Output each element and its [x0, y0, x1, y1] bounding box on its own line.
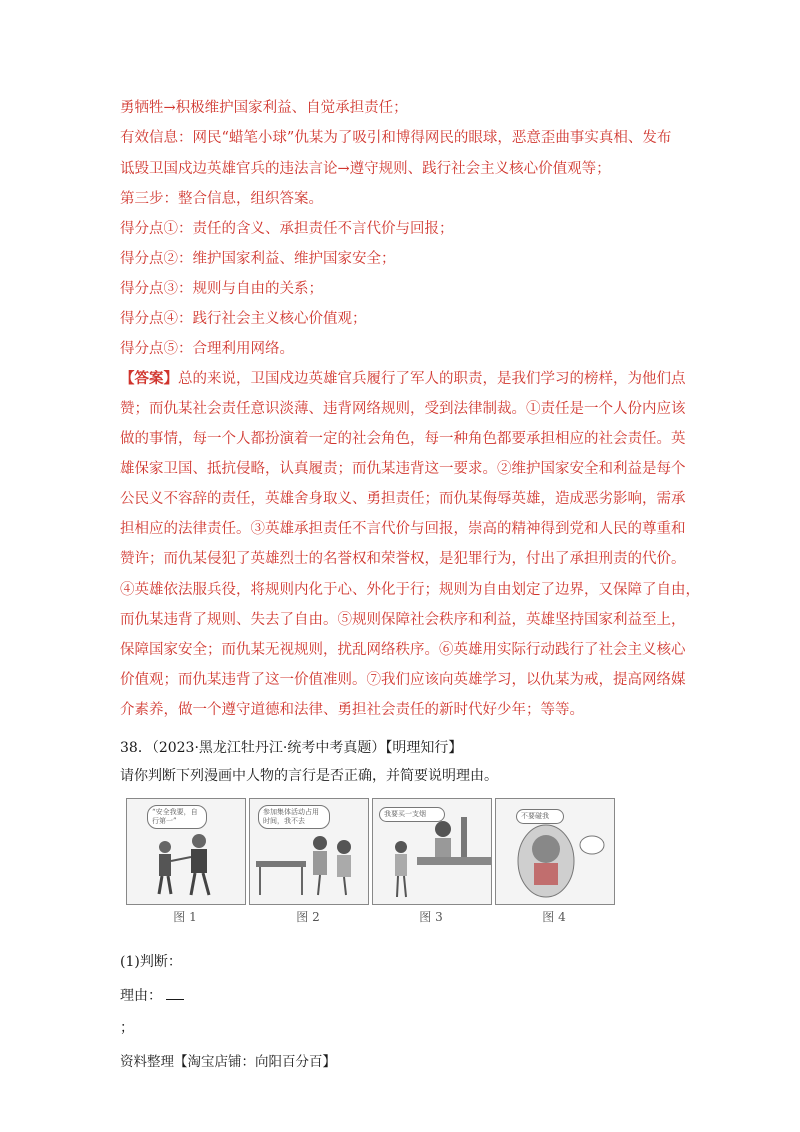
reason-label: 理由：	[120, 988, 162, 1004]
figure-caption: 图 4	[542, 910, 566, 924]
figure-caption: 图 3	[419, 910, 443, 924]
answer-line: 做的事情，每一个人都扮演着一定的社会角色，每一种角色都要承担相应的社会责任。英	[120, 431, 686, 447]
text-line: 得分点④：践行社会主义核心价值观；	[120, 311, 367, 327]
answer-line: 雄保家卫国、抵抗侵略，认真履责；而仇某违背这一要求。②维护国家安全和利益是每个	[120, 461, 686, 477]
speech-bubble: 不要碰我	[516, 809, 564, 824]
text-line: 得分点⑤：合理利用网络。	[120, 341, 294, 357]
answer-line: 赞许；而仇某侵犯了英雄烈士的名誉权和荣誉权，是犯罪行为，付出了承担刑责的代价。	[120, 551, 686, 567]
answer-line: 价值观；而仇某违背了这一价值准则。⑦我们应该向英雄学习，以仇某为戒，提高网络媒	[120, 672, 686, 688]
answer-line: ④英雄依法服兵役，将规则内化于心、外化于行；规则为自由划定了边界，又保障了自由，	[120, 582, 700, 598]
figure-caption: 图 1	[173, 910, 197, 924]
footer-source: 资料整理【淘宝店铺：向阳百分百】	[120, 1054, 336, 1070]
reason-line	[120, 986, 680, 1006]
comic-panel-3	[372, 798, 492, 905]
answer-line: 保障国家安全；而仇某无视规则，扰乱网络秩序。⑥英雄用实际行动践行了社会主义核心	[120, 642, 686, 658]
semicolon: ；	[120, 1020, 134, 1036]
speech-bubble: “安全我要，自行第一”	[147, 805, 207, 829]
comic-panel-2	[249, 798, 369, 905]
text-line: 得分点②：维护国家利益、维护国家安全；	[120, 251, 396, 267]
text-line: 第三步：整合信息，组织答案。	[120, 191, 323, 207]
question-header: 38．（2023·黑龙江牡丹江·统考中考真题）【明理知行】	[120, 740, 463, 756]
question-text: 请你判断下列漫画中人物的言行是否正确，并简要说明理由。	[120, 768, 498, 784]
comic-figure	[127, 799, 245, 904]
comic-figure	[373, 799, 491, 904]
answer-line: 而仇某违背了规则、失去了自由。⑤规则保障社会秩序和利益，英雄坚持国家利益至上，	[120, 612, 686, 628]
comic-figure	[250, 799, 368, 904]
answer-line: 介素养，做一个遵守道德和法律、勇担社会责任的新时代好少年；等等。	[120, 702, 584, 718]
comic-panel-4	[495, 798, 615, 905]
answer-line: 公民义不容辞的责任，英雄舍身取义、勇担责任；而仇某侮辱英雄，造成恶劣影响，需承	[120, 491, 686, 507]
answer-line: 赞；而仇某社会责任意识淡薄、违背网络规则，受到法律制裁。①责任是一个人份内应该	[120, 401, 686, 417]
part-1-label: (1)判断：	[120, 954, 182, 970]
speech-bubble: 参加集体活动占用时间，我不去	[258, 805, 330, 829]
text-line: 得分点③：规则与自由的关系；	[120, 281, 323, 297]
answer-line: 担相应的法律责任。③英雄承担责任不言代价与回报，崇高的精神得到党和人民的尊重和	[120, 521, 686, 537]
answer-blank[interactable]	[166, 987, 184, 1000]
text-line: 诋毁卫国戍边英雄官兵的违法言论→遵守规则、践行社会主义核心价值观等；	[120, 161, 611, 177]
comic-strip	[118, 798, 618, 928]
speech-bubble: 我要买一支烟	[379, 807, 445, 822]
text-line: 勇牺牲→积极维护国家利益、自觉承担责任；	[120, 100, 408, 116]
answer-first-line	[120, 369, 686, 389]
text-line: 有效信息：网民“蜡笔小球”仇某为了吸引和博得网民的眼球，恶意歪曲事实真相、发布	[120, 130, 672, 146]
comic-panel-1	[126, 798, 246, 905]
answer-text: 总的来说，卫国戍边英雄官兵履行了军人的职责，是我们学习的榜样，为他们点	[178, 371, 686, 387]
text-line: 得分点①：责任的含义、承担责任不言代价与回报；	[120, 221, 454, 237]
comic-figure	[496, 799, 614, 904]
answer-tag: 【答案】	[120, 370, 178, 387]
figure-caption: 图 2	[296, 910, 320, 924]
